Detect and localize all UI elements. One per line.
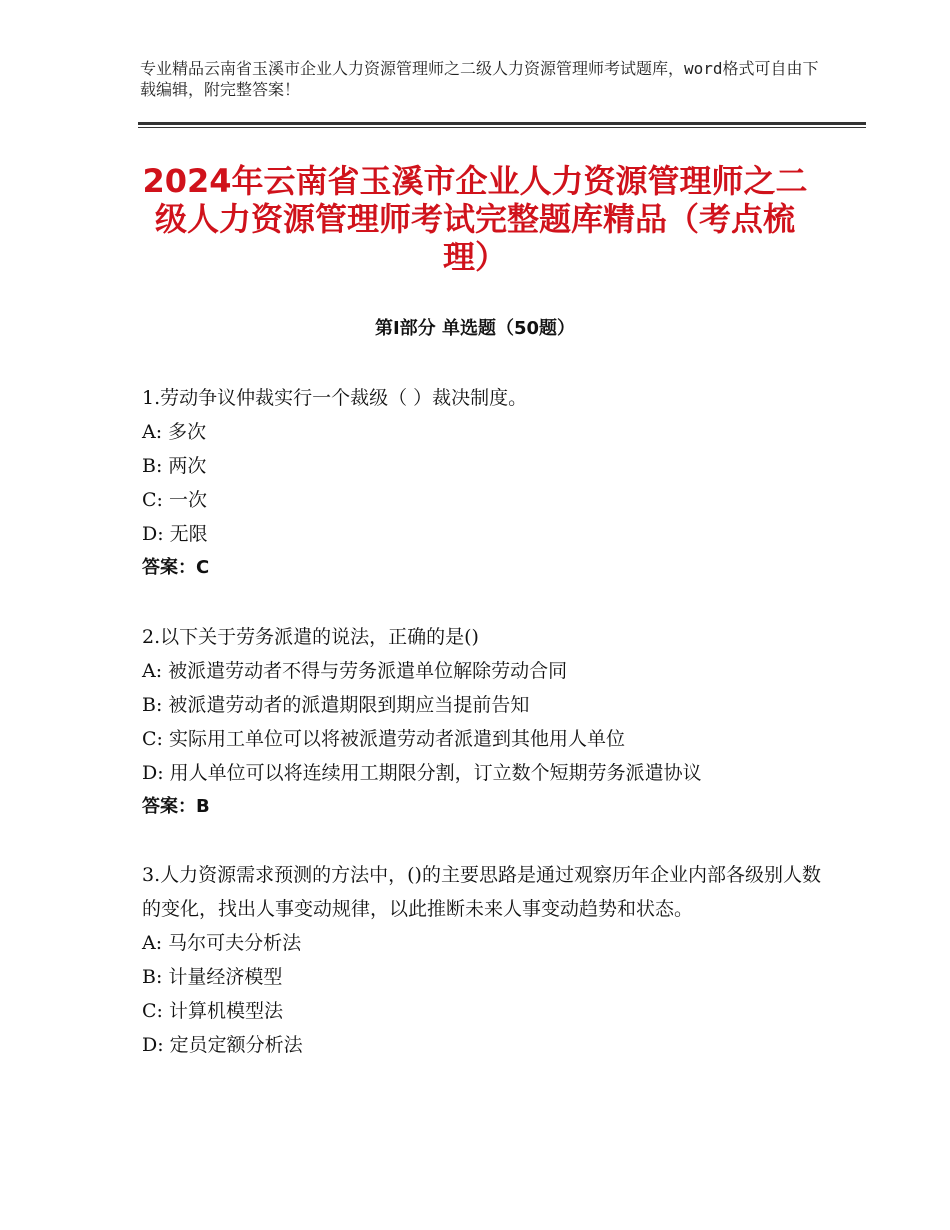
header-divider-thick xyxy=(138,122,866,125)
option-d: D: 无限 xyxy=(142,523,208,545)
option-a: A: 被派遣劳动者不得与劳务派遣单位解除劳动合同 xyxy=(142,660,568,682)
question-stem: 1.劳动争议仲裁实行一个裁级（ ）裁决制度。 xyxy=(142,387,528,409)
question-block xyxy=(142,858,822,1062)
answer-line: 答案：B xyxy=(142,796,210,817)
section-heading: 第Ⅰ部分 单选题（50题） xyxy=(374,318,575,339)
option-c: C: 一次 xyxy=(142,489,207,511)
option-c: C: 实际用工单位可以将被派遣劳动者派遣到其他用人单位 xyxy=(142,728,625,750)
header-note: 专业精品云南省玉溪市企业人力资源管理师之二级人力资源管理师考试题库，word格式可自由下载编辑，附完整答案！ xyxy=(140,59,819,99)
option-b: B: 被派遣劳动者的派遣期限到期应当提前告知 xyxy=(142,694,530,716)
question-block xyxy=(142,620,822,824)
option-d: D: 定员定额分析法 xyxy=(142,1034,303,1056)
option-a: A: 马尔可夫分析法 xyxy=(142,932,302,954)
option-c: C: 计算机模型法 xyxy=(142,1000,283,1022)
option-b: B: 两次 xyxy=(142,455,207,477)
answer-line: 答案：C xyxy=(142,557,210,578)
question-block xyxy=(142,381,822,585)
option-b: B: 计量经济模型 xyxy=(142,966,283,988)
question-stem: 3.人力资源需求预测的方法中，()的主要思路是通过观察历年企业内部各级别人数的变化，找出人事变动规律，以此推断未来人事变动趋势和状态。 xyxy=(142,864,821,920)
header-divider-thin xyxy=(138,127,866,128)
document-title: 2024年云南省玉溪市企业人力资源管理师之二级人力资源管理师考试完整题库精品（考点梳理） xyxy=(142,162,808,276)
option-d: D: 用人单位可以将连续用工期限分割，订立数个短期劳务派遣协议 xyxy=(142,762,702,784)
question-stem: 2.以下关于劳务派遣的说法，正确的是() xyxy=(142,626,479,648)
option-a: A: 多次 xyxy=(142,421,207,443)
